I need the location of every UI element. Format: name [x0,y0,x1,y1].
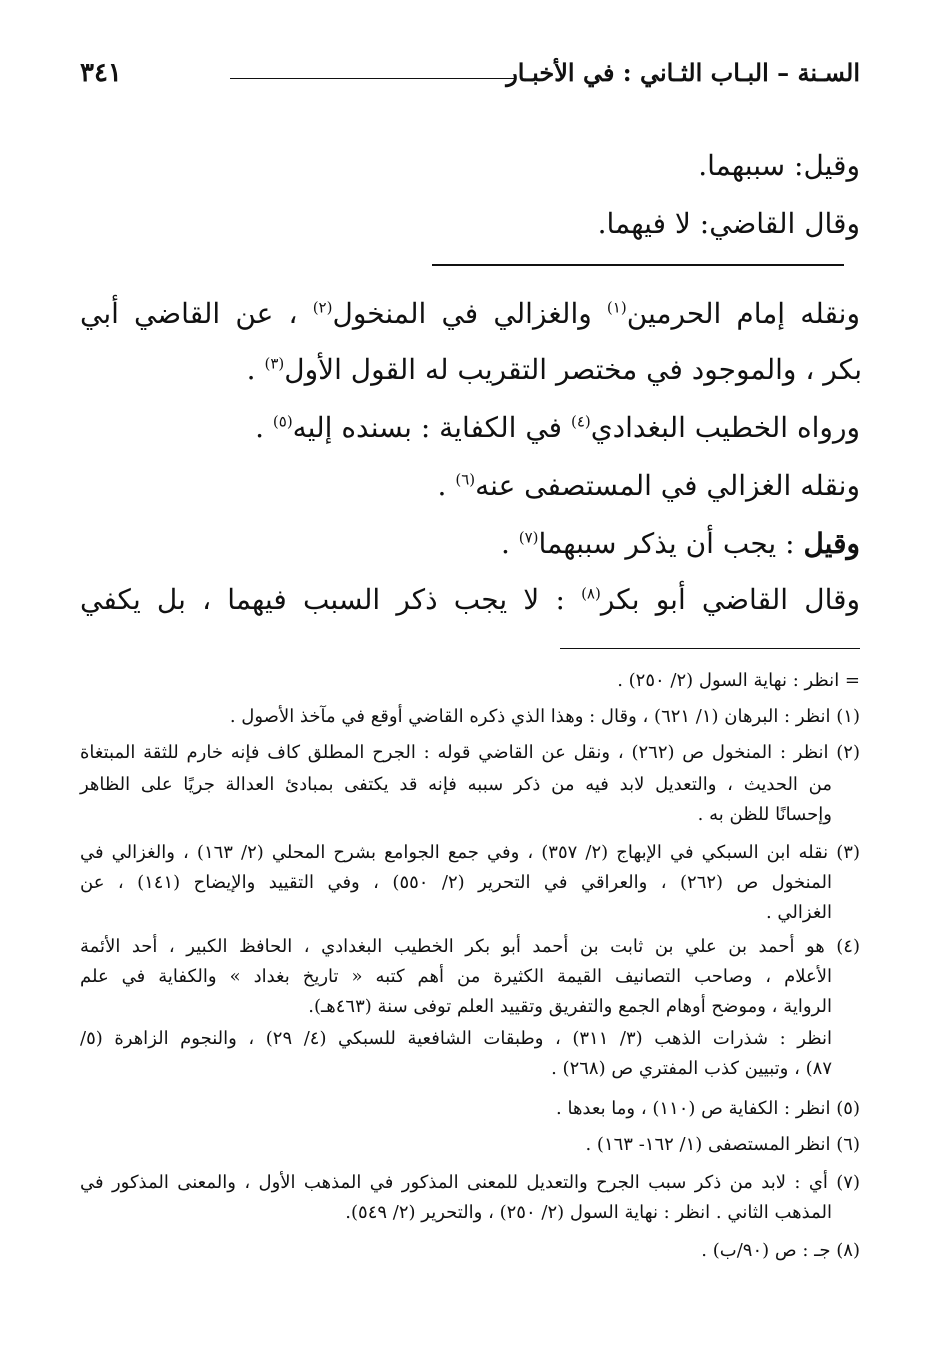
footnote-8: (٨) جـ : ص (٩٠/ب) . [701,1240,860,1261]
footnote-6: (٦) انظر المستصفى (١/ ١٦٢- ١٦٣) . [585,1134,860,1155]
footnote-4-line-3: الرواية ، وموضح أوهام الجمع والتفريق وتقييد العلم توفى سنة (٤٦٣هـ). [308,996,832,1017]
page-number: ٣٤١ [80,58,122,88]
footnote-rule [560,648,860,649]
body-line-3: ورواه الخطيب البغدادي$^{(٤)}$ في الكفاية : بسنده إليه$^{(٥)}$ . [255,411,860,444]
body-line-6: وقال القاضي أبو بكر$^{(٨)}$ : لا يجب ذكر السبب فيهما ، بل يكفي [80,583,861,616]
note-ref-7[interactable]: (٧) [518,528,539,547]
footnote-7-line-1: (٧) أي : لابد من ذكر سبب الجرح والتعديل للمعنى المذكور في المذهب الأول ، والمعنى المذكور في [80,1172,860,1193]
footnote-7-line-2: المذهب الثاني . انظر : نهاية السول (٢/ ٢٥٠) ، والتحرير (٢/ ٥٤٩). [345,1202,832,1223]
body-line-5: وقيل : يجب أن يذكر سببهما$^{(٧)}$ . [500,527,860,560]
footnote-3-line-3: الغزالي . [765,902,832,923]
note-ref-1[interactable]: (١) [606,298,627,317]
note-ref-8[interactable]: (٨) [581,584,601,603]
footnote-4-line-4: انظر : شذرات الذهب (٣/ ٣١١) ، وطبقات الشافعية للسبكي (٤/ ٢٩) ، والنجوم الزاهرة (٥/ [80,1028,832,1049]
footnote-4-line-1: (٤) هو أحمد بن علي بن ثابت بن أحمد أبو بكر الخطيب البغدادي ، الحافظ الكبير ، أحد الأئمة [80,936,860,957]
note-ref-4[interactable]: (٤) [570,412,591,431]
body-line-1: ونقله إمام الحرمين$^{(١)}$ والغزالي في المنخول$^{(٢)}$ ، عن القاضي أبي [80,297,860,330]
footnote-3-line-2: المنخول ص (٢٦٢) ، والعراقي في التحرير (٢/ ٥٥٠) ، وفي التقييد والإيضاح (١٤١) ، عن [80,872,832,893]
footnote-1: (١) انظر : البرهان (١/ ٦٢١) ، وقال : وهذا الذي ذكره القاضي أوقع في مآخذ الأصول . [229,706,860,727]
running-header [80,58,860,98]
footnote-4-line-5: ٨٧) ، وتبيين كذب المفتري ص (٢٦٨) . [551,1058,832,1079]
note-ref-5[interactable]: (٥) [272,412,293,431]
note-ref-2[interactable]: (٢) [312,298,333,317]
body-line-4: ونقله الغزالي في المستصفى عنه$^{(٦)}$ . [437,469,860,502]
running-title: السـنة – البـاب الثـاني : في الأخبـار [506,58,860,87]
footnote-5: (٥) انظر : الكفاية ص (١١٠) ، وما بعدها . [556,1098,860,1119]
quoted-line-2: وقال القاضي: لا فيهما. [597,207,860,240]
footnote-3-line-1: (٣) نقله ابن السبكي في الإبهاج (٢/ ٣٥٧) ، وفي جمع الجوامع بشرح المحلي (٢/ ١٦٣) ، والغزالي في [80,842,860,863]
header-rule [230,78,515,79]
footnote-4-line-2: الأعلام ، وصاحب التصانيف القيمة الكثيرة من أهم كتبه « تاريخ بغداد » والكفاية في علم [80,966,832,987]
note-ref-3[interactable]: (٣) [264,354,285,373]
footnote-continued: = انظر : نهاية السول (٢/ ٢٥٠) . [617,670,860,691]
quoted-line-1: وقيل: سببهما. [698,149,860,182]
footnote-2-line-3: وإحسانًا للظن به . [697,804,832,825]
section-rule [432,264,844,266]
footnote-2-line-1: (٢) انظر : المنخول ص (٢٦٢) ، ونقل عن القاضي قوله : الجرح المطلق كاف فإنه خارم للثقة المبتغاة [80,742,860,763]
footnote-2-line-2: من الحديث ، والتعديل لابد فيه من ذكر سببه فإنه قد يكتفى بمبادئ العدالة جريًا على الظاهر [80,774,832,795]
body-line-2: بكر ، والموجود في مختصر التقريب له القول الأول$^{(٣)}$ . [246,353,862,386]
bold-term: وقيل [803,527,860,560]
note-ref-6[interactable]: (٦) [455,470,476,489]
